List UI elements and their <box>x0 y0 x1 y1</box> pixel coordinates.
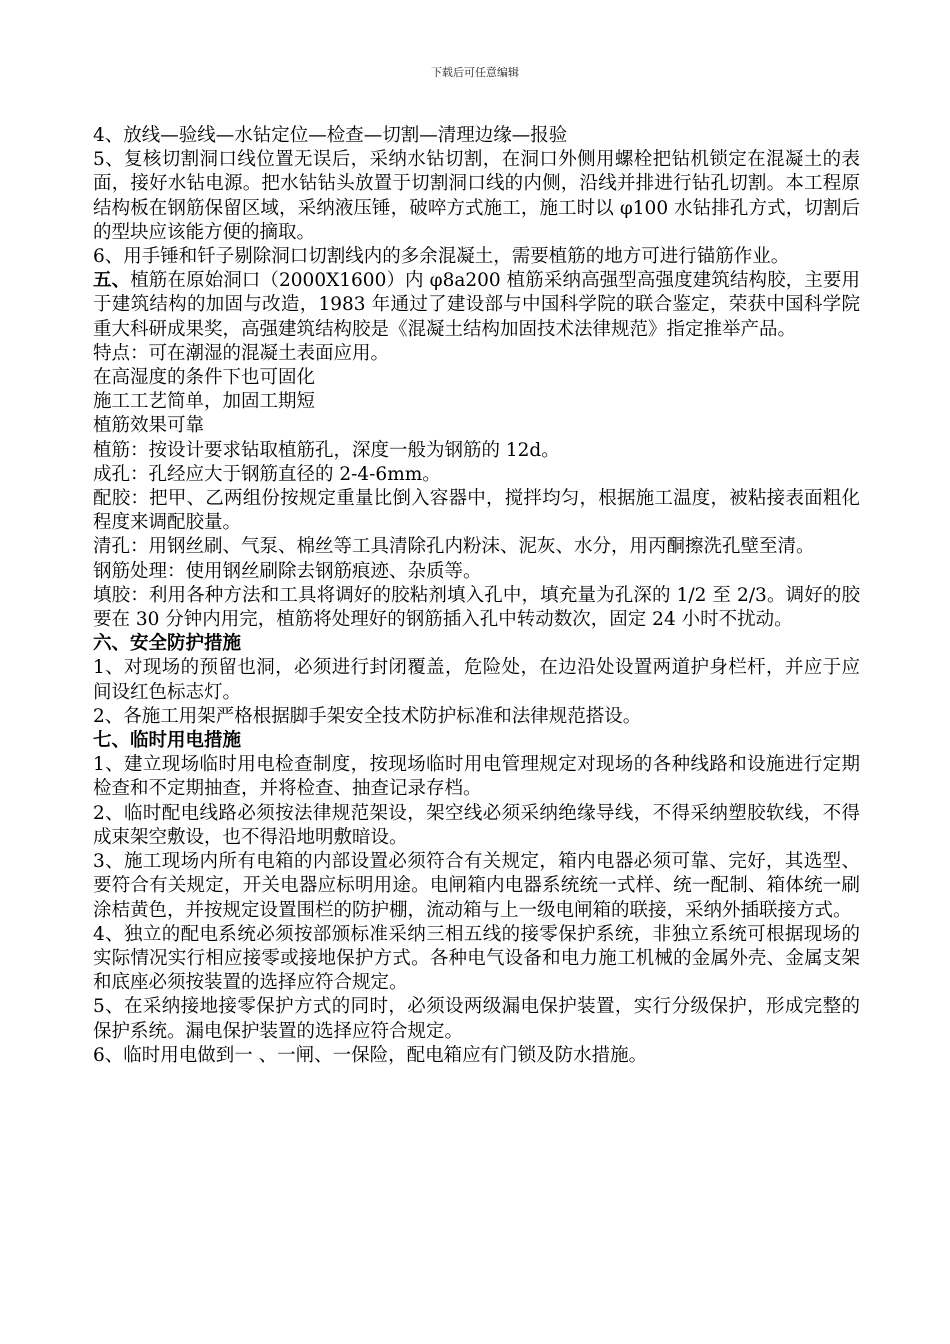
paragraph-power-3: 3、施工现场内所有电箱的内部设置必须符合有关规定，箱内电器必须可靠、完好，其选型、要符合有关规定，开关电器应标明用途。电闸箱内电器系统统一式样、统一配制、箱体统一刷涂桔黄色，并按规定设置围栏的防护棚，流动箱与上一级电闸箱的联接，采纳外插联接方式。 <box>93 851 860 921</box>
paragraph-rebar-treatment: 钢筋处理：使用钢丝刷除去钢筋痕迹、杂质等。 <box>93 560 482 582</box>
paragraph-step-4: 4、放线—验线—水钻定位—检查—切割—清理边缘—报验 <box>93 125 568 146</box>
paragraph-power-4: 4、独立的配电系统必须按部颁标准采纳三相五线的接零保护系统，非独立系统可根据现场的实际情况实行相应接零或接地保护方式。各种电气设备和电力施工机械的金属外壳、金属支架和底座必须按装置的选择应符合规定。 <box>93 923 860 994</box>
paragraph-hole: 成孔：孔经应大于钢筋直径的 2-4-6mm。 <box>93 463 441 485</box>
paragraph-safety-1: 1、对现场的预留也洞，必须进行封闭覆盖，危险处，在边沿处设置两道护身栏杆，并应于应间设红色标志灯。 <box>93 657 860 703</box>
paragraph-safety-2: 2、各施工用架严格根据脚手架安全技术防护标准和法律规范搭设。 <box>93 705 642 727</box>
paragraph-step-6: 6、用手锤和钎子剔除洞口切割线内的多余混凝土，需要植筋的地方可进行锚筋作业。 <box>93 246 790 268</box>
paragraph-feature-simple: 施工工艺简单，加固工期短 <box>93 391 316 413</box>
paragraph-glue-fill: 填胶：利用各种方法和工具将调好的胶粘剂填入孔中，填充量为孔深的 1/2 至 2/3。调好的胶要在 30 分钟内用完，植筋将处理好的钢筋插入孔中转动数次，固定 24 小时不扰动。 <box>93 584 860 631</box>
paragraph-hole-clean: 清孔：用钢丝刷、气泵、棉丝等工具清除孔内粉沫、泥灰、水分，用丙酮擦洗孔壁至清。 <box>93 536 815 558</box>
section-5-text: 植筋在原始洞口（2000X1600）内 φ8a200 植筋采纳高强型高强度建筑结构胶，主要用于建筑结构的加固与改造，1983 年通过了建设部与中国科学院的联合鉴定，荣获中国科学院重大科研成果奖，高强建筑结构胶是《混凝土结构加固技术法律规范》指定推举产品。 <box>93 270 860 340</box>
paragraph-features: 特点：可在潮湿的混凝土表面应用。 <box>93 342 390 364</box>
paragraph-power-5: 5、在采纳接地接零保护方式的同时，必须设两级漏电保护装置，实行分级保护，形成完整的保护系统。漏电保护装置的选择应符合规定。 <box>93 996 860 1042</box>
paragraph-power-1: 1、建立现场临时用电检查制度，按现场临时用电管理规定对现场的各种线路和设施进行定期检查和不定期抽查，并将检查、抽查记录存档。 <box>93 754 860 800</box>
paragraph-section-5 <box>93 269 860 342</box>
paragraph-feature-reliable: 植筋效果可靠 <box>93 415 205 437</box>
heading-section-7: 七、临时用电措施 <box>93 730 242 752</box>
paragraph-step-5: 5、复核切割洞口线位置无误后，采纳水钻切割，在洞口外侧用螺栓把钻机锁定在混凝土的表面，接好水钻电源。把水钻钻头放置于切割洞口线的内侧，沿线并排进行钻孔切割。本工程原结构板在钢筋保留区域，采纳液压锤，破啐方式施工，施工时以 φ100 水钻排孔方式，切割后的型块应该能方便的摘取。 <box>93 149 860 243</box>
document-body <box>93 124 860 1068</box>
section-5-number: 五、 <box>93 270 131 292</box>
paragraph-feature-humidity: 在高湿度的条件下也可固化 <box>93 367 316 389</box>
heading-section-6: 六、安全防护措施 <box>93 633 242 655</box>
paragraph-glue-mix: 配胶：把甲、乙两组份按规定重量比倒入容器中，搅拌均匀，根据施工温度，被粘接表面粗化程度来调配胶量。 <box>93 488 860 534</box>
paragraph-power-6: 6、临时用电做到一 、一闸、一保险，配电箱应有门锁及防水措施。 <box>93 1044 648 1066</box>
page-header: 下载后可任意编辑 <box>431 66 519 79</box>
paragraph-planting: 植筋：按设计要求钻取植筋孔，深度一般为钢筋的 12d。 <box>93 439 560 461</box>
paragraph-power-2: 2、临时配电线路必须按法律规范架设，架空线必须采纳绝缘导线，不得采纳塑胶软线，不得成束架空敷设，也不得沿地明敷暗设。 <box>93 802 860 848</box>
